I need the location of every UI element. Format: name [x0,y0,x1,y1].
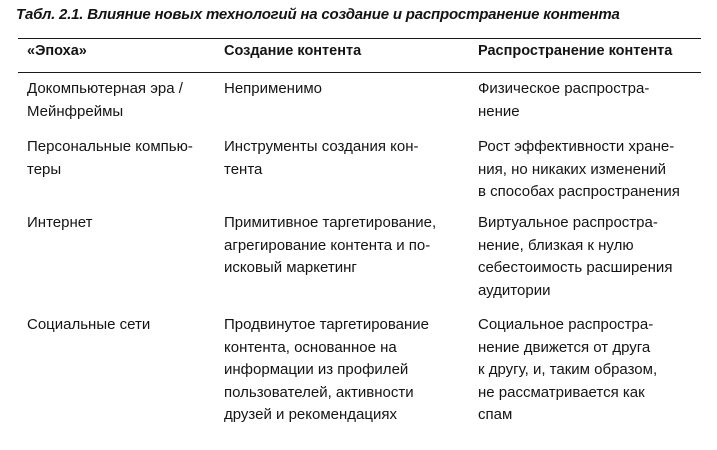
table-header-rule [18,72,701,73]
cell-line: Социальные сети [27,316,151,333]
header-content-creation: Создание контента [224,43,362,59]
cell-line: Виртуальное распростра- [478,214,658,231]
cell-line: Докомпьютерная эра / [27,80,183,97]
cell-creation [224,212,469,280]
cell-line: Продвинутое таргетирование [224,316,430,333]
header-content-distribution: Распространение контента [478,43,673,59]
cell-era [27,212,217,235]
cell-distribution [478,136,708,204]
cell-line: пользователей, активности [224,383,414,401]
cell-line: нение, близкая к нулю [478,236,634,254]
cell-line: друзей и рекомендациях [224,406,397,423]
cell-line: теры [27,160,62,178]
table-header-row [0,43,717,69]
cell-line: Примитивное таргетирование, [224,214,437,231]
cell-line: нение движется от друга [478,338,651,356]
cell-line: к другу, и, таким образом, [478,361,658,378]
cell-creation [224,136,469,181]
cell-line: тента [224,160,263,178]
cell-distribution [478,78,708,123]
table-top-rule [18,38,701,39]
cell-era [27,78,217,123]
cell-line: Рост эффективности хране- [478,138,675,155]
cell-line: ния, но никаких изменений [478,160,666,178]
cell-line: Неприменимо [224,80,322,97]
cell-line: Интернет [27,214,93,231]
cell-line: спам [478,406,513,423]
cell-line: не рассматривается как [478,383,645,401]
cell-line: аудитории [478,281,551,299]
cell-creation [224,78,469,101]
cell-line: информации из профилей [224,361,409,378]
cell-line: себестоимость расширения [478,259,673,276]
cell-line: Персональные компью- [27,138,193,155]
cell-distribution [478,314,708,427]
cell-line: в способах распространения [478,183,680,200]
cell-distribution [478,212,708,302]
cell-line: исковый маркетинг [224,259,357,276]
cell-line: Мейнфреймы [27,102,124,120]
cell-line: Социальное распростра- [478,316,654,333]
table-caption: Табл. 2.1. Влияние новых технологий на создание и распространение контента [16,6,620,23]
cell-line: агрегирование контента и по- [224,236,431,254]
cell-line: контента, основанное на [224,338,397,356]
cell-line: Физическое распростра- [478,80,650,97]
cell-creation [224,314,469,427]
cell-line: нение [478,102,520,120]
header-era: «Эпоха» [27,43,87,59]
cell-line: Инструменты создания кон- [224,138,419,155]
cell-era [27,136,217,181]
cell-era [27,314,217,337]
